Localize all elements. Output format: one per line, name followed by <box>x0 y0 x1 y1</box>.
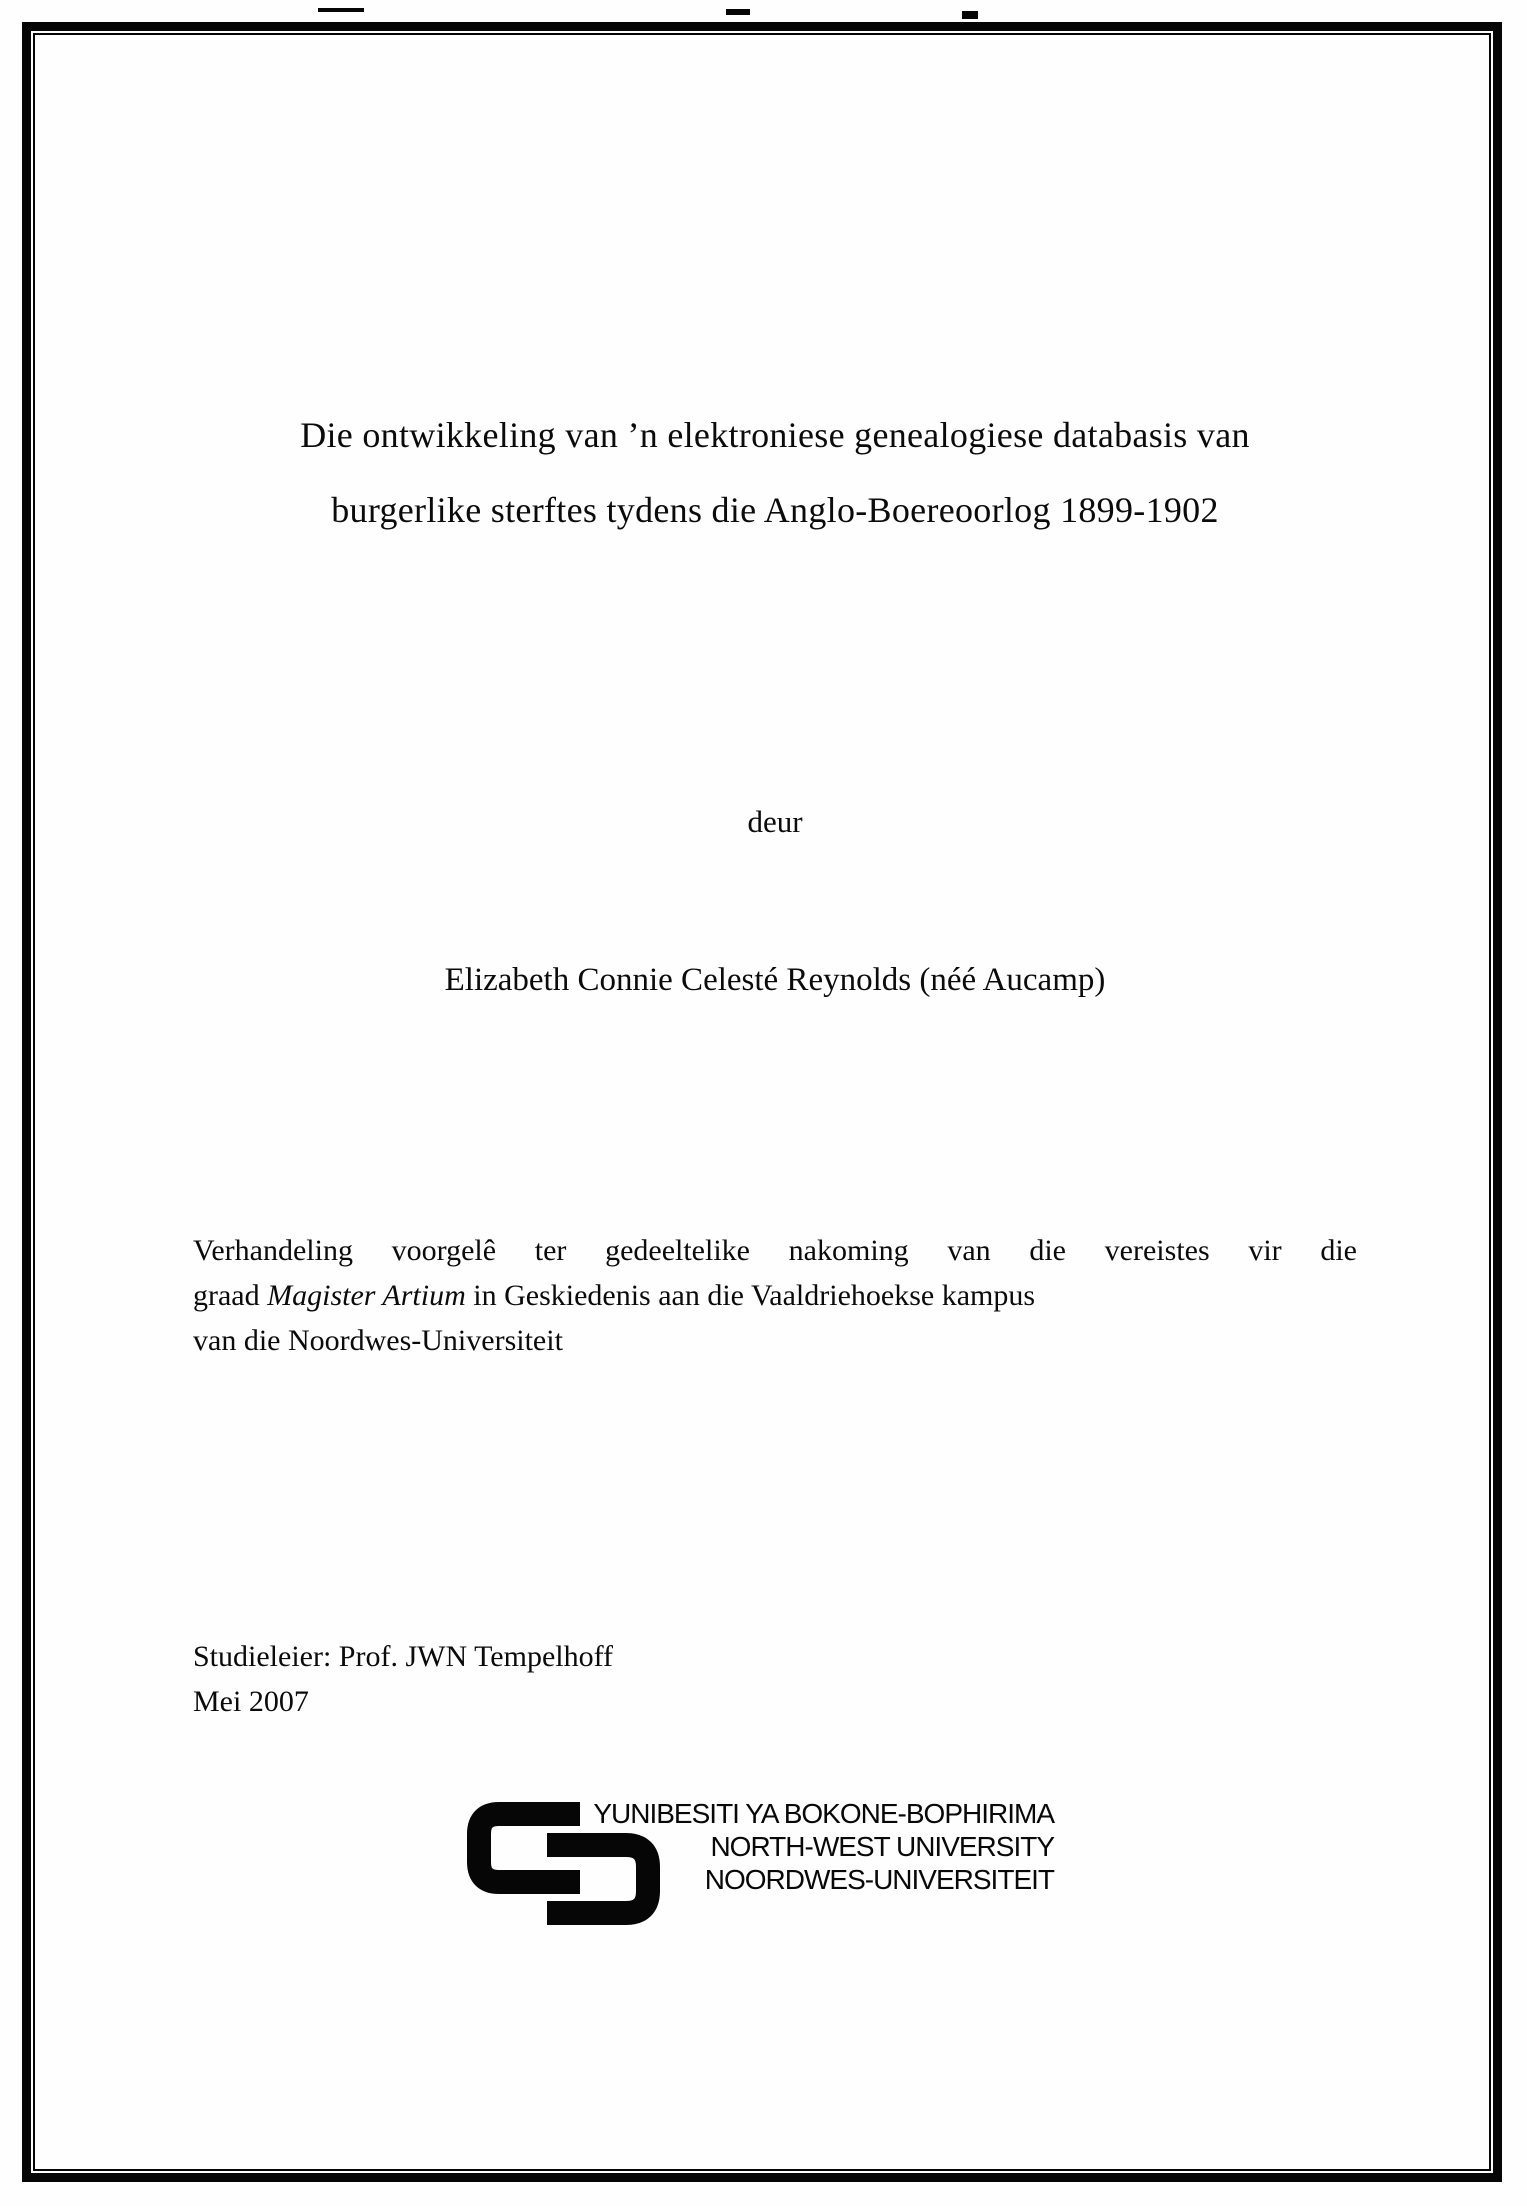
title-line-2: burgerlike sterftes tydens die Anglo-Boereoorlog 1899-1902 <box>331 490 1219 530</box>
byline: deur <box>747 804 803 839</box>
document-content <box>193 0 1357 2206</box>
degree-name-italic: Magister Artium <box>267 1279 466 1312</box>
degree-statement-line-2-post: in Geskiedenis aan die Vaaldriehoekse kampus <box>465 1279 1036 1312</box>
degree-statement <box>193 1228 1357 1363</box>
degree-statement-line-1: Verhandeling voorgelê ter gedeeltelike nakoming van die vereistes vir die <box>193 1234 1357 1267</box>
supervisor-line: Studieleier: Prof. JWN Tempelhoff <box>193 1640 614 1673</box>
degree-statement-line-3: van die Noordwes-Universiteit <box>193 1324 563 1357</box>
document-title <box>193 398 1357 548</box>
logo-text-setswana: YUNIBESITI YA BOKONE-BOPHIRIMA <box>593 1798 1054 1829</box>
degree-statement-line-2-pre: graad <box>193 1279 268 1312</box>
university-wordmark <box>586 1797 1054 1896</box>
logo-text-english: NORTH-WEST UNIVERSITY <box>710 1831 1054 1862</box>
title-line-1: Die ontwikkeling van ’n elektroniese genealogiese databasis van <box>300 415 1250 455</box>
author-name: Elizabeth Connie Celesté Reynolds (néé Aucamp) <box>444 962 1106 998</box>
degree-statement-line-2 <box>193 1273 1357 1318</box>
logo-text-afrikaans: NOORDWES-UNIVERSITEIT <box>704 1864 1054 1895</box>
supervisor-block <box>193 1634 613 1724</box>
date-line: Mei 2007 <box>193 1685 309 1718</box>
